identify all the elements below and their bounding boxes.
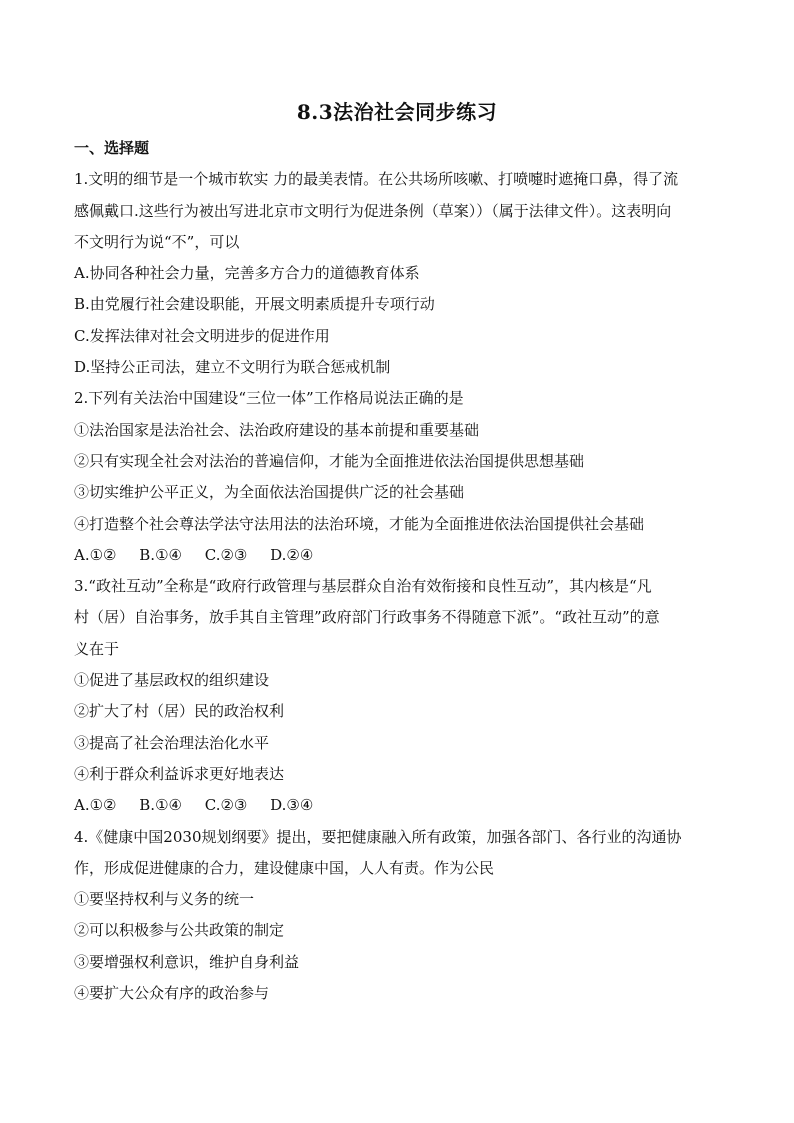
statement-item: ④利于群众利益诉求更好地表达 [74,764,285,783]
statement-item: ①要坚持权利与义务的统一 [74,890,255,909]
question-stem-line: 3.“政社互动”全称是“政府行政管理与基层群众自治有效衔接和良性互动”，其内核是“凡 [74,577,652,596]
question-stem-line: 义在于 [74,639,120,658]
question-stem-line: 4.《健康中国2030规划纲要》提出，要把健康融入所有政策，加强各部门、各行业的沟通协 [74,827,682,846]
option-c: C.②③ [204,796,248,815]
answer-options [74,540,724,571]
statement-item: ③要增强权利意识，维护自身利益 [74,952,300,971]
option-d: D.②④ [270,545,314,564]
statement-item: ②扩大了村（居）民的政治权利 [74,702,285,721]
statement-item: ③切实维护公平正义，为全面依法治国提供广泛的社会基础 [74,483,465,502]
statement-item: ④要扩大公众有序的政治参与 [74,984,270,1003]
question-stem-line: 作，形成促进健康的合力，建设健康中国，人人有责。作为公民 [74,858,495,877]
question-stem-line: 村（居）自治事务，放手其自主管理”政府部门行政事务不得随意下派”。“政社互动”的意 [74,608,660,627]
question-4 [74,822,724,1010]
option-a: A.①② [74,545,117,564]
question-stem-line: 不文明行为说“不”，可以 [74,232,240,251]
option-b: B.①④ [139,796,182,815]
choice-a: A.协同各种社会力量，完善多方合力的道德教育体系 [74,264,420,283]
choice-b: B.由党履行社会建设职能，开展文明素质提升专项行动 [74,295,435,314]
question-stem-line: 2.下列有关法治中国建设“三位一体”工作格局说法正确的是 [74,389,464,408]
statement-item: ③提高了社会治理法治化水平 [74,733,270,752]
question-2 [74,383,724,571]
question-1 [74,164,724,383]
statement-item: ④打造整个社会尊法学法守法用法的法治环境，才能为全面推进依法治国提供社会基础 [74,514,645,533]
question-stem-line: 感佩戴口.这些行为被出写进北京市文明行为促进条例（草案））（属于法律文件）。这表明向 [74,201,672,220]
option-a: A.①② [74,796,117,815]
question-stem-line: 1.文明的细节是一个城市软实 力的最美表情。在公共场所咳嗽、打喷嚏时遮掩口鼻，得了流 [74,170,679,189]
document-title: 8.3法治社会同步练习 [296,100,498,124]
choice-c: C.发挥法律对社会文明进步的促进作用 [74,326,330,345]
statement-item: ②只有实现全社会对法治的普遍信仰，才能为全面推进依法治国提供思想基础 [74,451,585,470]
choice-d: D.坚持公正司法，建立不文明行为联合惩戒机制 [74,358,391,377]
option-d: D.③④ [270,796,314,815]
document-body [74,133,724,1009]
statement-item: ①促进了基层政权的组织建设 [74,671,270,690]
question-3 [74,571,724,821]
section-heading: 一、选择题 [74,139,150,157]
option-c: C.②③ [204,545,248,564]
statement-item: ②可以积极参与公共政策的制定 [74,921,285,940]
option-b: B.①④ [139,545,182,564]
statement-item: ①法治国家是法治社会、法治政府建设的基本前提和重要基础 [74,420,480,439]
answer-options [74,790,724,821]
